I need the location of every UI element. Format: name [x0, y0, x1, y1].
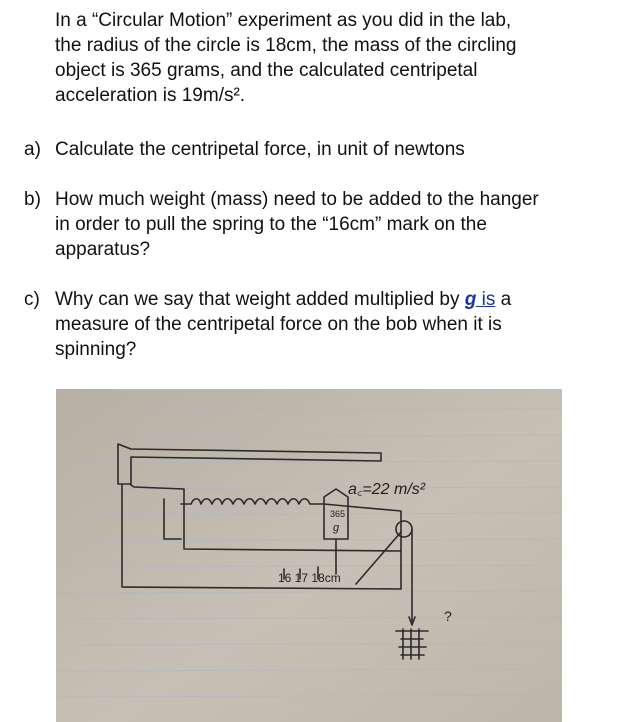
question-text: How much weight (mass) need to be added to the hanger — [55, 189, 539, 210]
accel-label: a꜀=22 m/s² — [348, 481, 426, 498]
scale-label: 16 17 18cm — [278, 571, 341, 585]
intro-line: In a “Circular Motion” experiment as you did in the lab, — [55, 10, 512, 31]
question-text-segment: a — [495, 289, 512, 310]
unknown-mass-label: ? — [444, 608, 452, 624]
question-text: apparatus? — [55, 239, 151, 260]
question-text: measure of the centripetal force on the bob when it is — [55, 314, 502, 335]
mass-label-bottom: g — [333, 522, 340, 534]
question-letter: b) — [24, 189, 41, 210]
question-text-segment: Why can we say that weight added multiplied by — [55, 289, 465, 310]
question-letter: a) — [24, 139, 41, 160]
question-letter: c) — [24, 289, 40, 310]
g-symbol: g — [464, 289, 477, 310]
linked-word: is — [476, 289, 496, 310]
question-text — [55, 287, 511, 312]
mass-label-top: 365 — [330, 509, 346, 519]
intro-paragraph — [55, 8, 600, 108]
paper-background — [56, 389, 562, 722]
intro-line: acceleration is 19m/s². — [55, 85, 246, 106]
intro-line: the radius of the circle is 18cm, the mass of the circling — [55, 35, 517, 56]
apparatus-sketch-photo — [56, 389, 562, 722]
question-text: in order to pull the spring to the “16cm” mark on the — [55, 214, 487, 235]
intro-line: object is 365 grams, and the calculated centripetal — [55, 60, 478, 81]
question-text: Calculate the centripetal force, in unit of newtons — [55, 139, 465, 160]
question-text: spinning? — [55, 339, 137, 360]
